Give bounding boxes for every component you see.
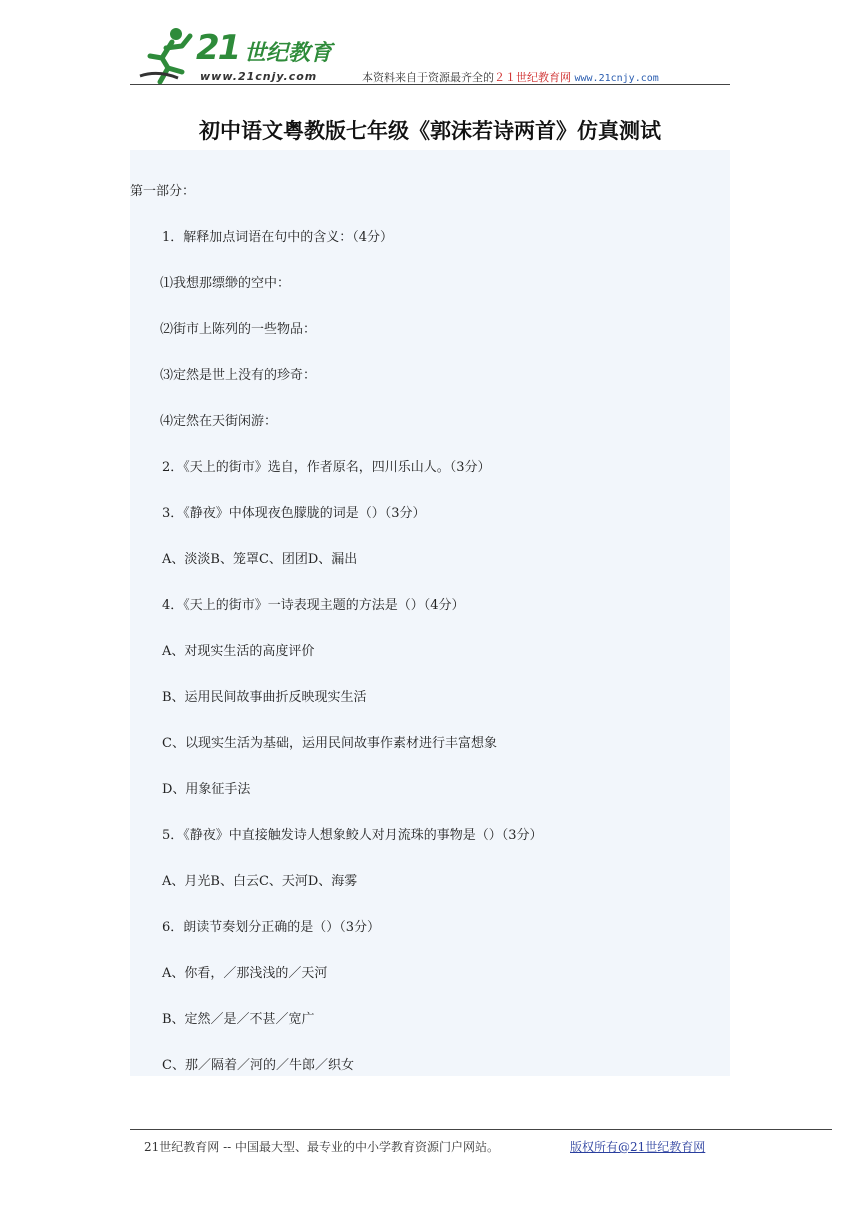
running-figure-icon — [138, 26, 198, 86]
question-2: 2．《天上的街市》选自，作者原名，四川乐山人。（3分） — [162, 460, 491, 475]
question-6-option-c: C、那／隔着／河的／牛郎／织女 — [162, 1058, 354, 1073]
question-3: 3．《静夜》中体现夜色朦胧的词是（）（3分） — [162, 506, 426, 521]
question-1-item-4: ⑷定然在天街闲游： — [160, 414, 278, 429]
header-divider — [130, 84, 730, 85]
section-heading: 第一部分： — [130, 184, 196, 199]
site-logo[interactable] — [138, 22, 338, 88]
document-title: 初中语文粤教版七年级《郭沫若诗两首》仿真测试 — [199, 118, 661, 143]
header-url-link[interactable]: www.21cnjy.com — [574, 73, 659, 84]
logo-url: www.21cnjy.com — [200, 70, 318, 83]
footer-text: 21世纪教育网 -- 中国最大型、最专业的中小学教育资源门户网站。 — [144, 1140, 500, 1154]
question-4-option-a: A、对现实生活的高度评价 — [162, 644, 315, 659]
question-6-option-b: B、定然／是／不甚／宽广 — [162, 1012, 315, 1027]
question-1: 1．解释加点词语在句中的含义：（4分） — [162, 230, 394, 245]
question-1-item-2: ⑵街市上陈列的一些物品： — [160, 322, 317, 337]
question-4-option-b: B、运用民间故事曲折反映现实生活 — [162, 690, 367, 705]
page-header — [130, 16, 730, 86]
question-5-options: A、月光B、白云C、天河D、海雾 — [162, 874, 358, 889]
question-3-options: A、淡淡B、笼罩C、团团D、漏出 — [162, 552, 358, 567]
header-site-link[interactable]: ２１世纪教育网 — [494, 71, 571, 84]
question-4: 4．《天上的街市》一诗表现主题的方法是（）（4分） — [162, 598, 465, 613]
header-note-prefix: 本资料来自于资源最齐全的 — [362, 71, 494, 84]
question-4-option-d: D、用象征手法 — [162, 782, 251, 797]
question-4-option-c: C、以现实生活为基础，运用民间故事作素材进行丰富想象 — [162, 736, 497, 751]
question-6-option-a: A、你看，／那浅浅的／天河 — [162, 966, 328, 981]
question-1-item-1: ⑴我想那缥缈的空中： — [160, 276, 291, 291]
logo-number: 21 — [196, 28, 240, 68]
footer-copyright-link[interactable]: 版权所有@21世纪教育网 — [570, 1140, 706, 1154]
question-5: 5．《静夜》中直接触发诗人想象鲛人对月流珠的事物是（）（3分） — [162, 828, 543, 843]
footer-divider — [130, 1129, 832, 1130]
question-6: 6．朗读节奏划分正确的是（）（3分） — [162, 920, 381, 935]
logo-name: 世纪教育 — [244, 41, 333, 66]
question-1-item-3: ⑶定然是世上没有的珍奇： — [160, 368, 317, 383]
header-source-note — [362, 69, 659, 85]
